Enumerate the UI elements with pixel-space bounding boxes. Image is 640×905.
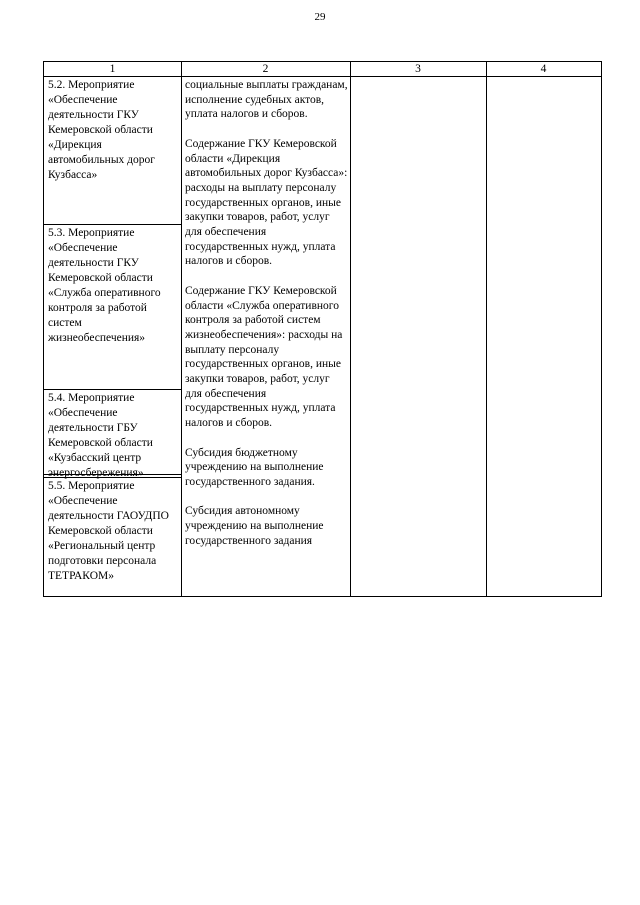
header-col-2: 2 (181, 62, 350, 77)
table-cell-5-3: 5.3. Мероприятие «Обеспечение деятельности ГКУ Кемеровской области «Служба оперативного контроля за работой систем жизнеобеспечения» (44, 224, 181, 389)
description-paragraph: Субсидия автономному учреждению на выполнение государственного задания (185, 505, 324, 547)
header-col-1: 1 (44, 62, 181, 77)
description-cell (182, 78, 350, 548)
description-paragraph: Содержание ГКУ Кемеровской области «Дирекция автомобильных дорог Кузбасса»: расходы на выплату персоналу государственных органов, иные закупки товаров, работ, услуг для обеспечения государственных нужд, уплата налогов и сборов. (185, 137, 348, 268)
table-cell-5-4: 5.4. Мероприятие «Обеспечение деятельности ГБУ Кемеровской области «Кузбасский центр энергосбережения» (44, 389, 181, 477)
description-paragraph: Субсидия бюджетному учреждению на выполнение государственного задания. (185, 446, 324, 488)
description-paragraph: Содержание ГКУ Кемеровской области «Служба оперативного контроля за работой систем жизнеобеспечения»: расходы на выплату персоналу государственных органов, иные закупки товаров, работ, услуг для обеспечения государственных нужд, уплата налогов и сборов. (185, 284, 343, 430)
page-number: 29 (314, 11, 326, 23)
column-divider (350, 62, 351, 596)
header-col-4: 4 (486, 62, 601, 77)
description-paragraph: социальные выплаты гражданам, исполнение судебных актов, уплата налогов и сборов. (185, 79, 348, 121)
table-cell-5-2: 5.2. Мероприятие «Обеспечение деятельности ГКУ Кемеровской области «Дирекция автомобильных дорог Кузбасса» (48, 79, 155, 181)
row-divider (44, 474, 181, 475)
table-cell-5-5: 5.5. Мероприятие «Обеспечение деятельности ГАОУДПО Кемеровской области «Региональный центр подготовки персонала ТЕТРАКОМ» (44, 477, 181, 596)
column-divider (486, 62, 487, 596)
header-col-3: 3 (350, 62, 486, 77)
program-table (43, 61, 602, 597)
